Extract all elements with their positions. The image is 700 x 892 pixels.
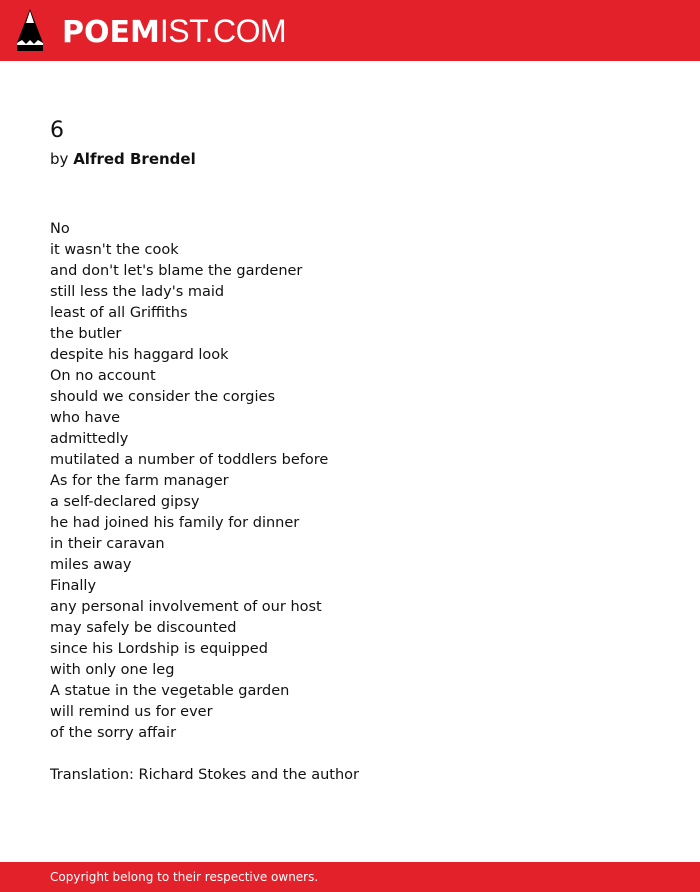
poem-line: No [50,221,70,237]
poem-line: with only one leg [50,662,175,678]
poem-line: will remind us for ever [50,704,213,720]
poem-line: miles away [50,557,132,573]
poem-line: On no account [50,368,156,384]
poem-line: a self-declared gipsy [50,494,200,510]
by-label: by [50,150,69,168]
poem-line: As for the farm manager [50,473,229,489]
poem-line: the butler [50,326,122,342]
poem-byline [50,149,196,169]
site-footer [0,862,700,892]
poem-line: it wasn't the cook [50,242,179,258]
poem-line: any personal involvement of our host [50,599,322,615]
pencil-tip-icon[interactable] [17,9,43,51]
poem-line: who have [50,410,121,426]
author-name: Alfred Brendel [73,150,196,168]
poem-line: A statue in the vegetable garden [50,683,290,699]
poem-body [50,219,328,744]
poem-line: still less the lady's maid [50,284,225,300]
logo-bold-text: POEM [62,15,160,50]
site-logo[interactable] [62,11,286,51]
poem-title: 6 [50,118,64,143]
translation-credit: Translation: Richard Stokes and the author [50,767,359,783]
poem-line: in their caravan [50,536,165,552]
poem-line: despite his haggard look [50,347,229,363]
poem-line: least of all Griffiths [50,305,188,321]
site-header [0,0,700,61]
poem-line: Finally [50,578,97,594]
poem-line: he had joined his family for dinner [50,515,300,531]
poem-line: and don't let's blame the gardener [50,263,303,279]
poem-line: of the sorry affair [50,725,177,741]
poem-line: should we consider the corgies [50,389,276,405]
logo-light-text: IST.COM [159,13,287,49]
poem-line: mutilated a number of toddlers before [50,452,329,468]
poem-line: admittedly [50,431,129,447]
poem-line: since his Lordship is equipped [50,641,268,657]
poem-line: may safely be discounted [50,620,237,636]
copyright-notice: Copyright belong to their respective owners. [50,870,319,884]
